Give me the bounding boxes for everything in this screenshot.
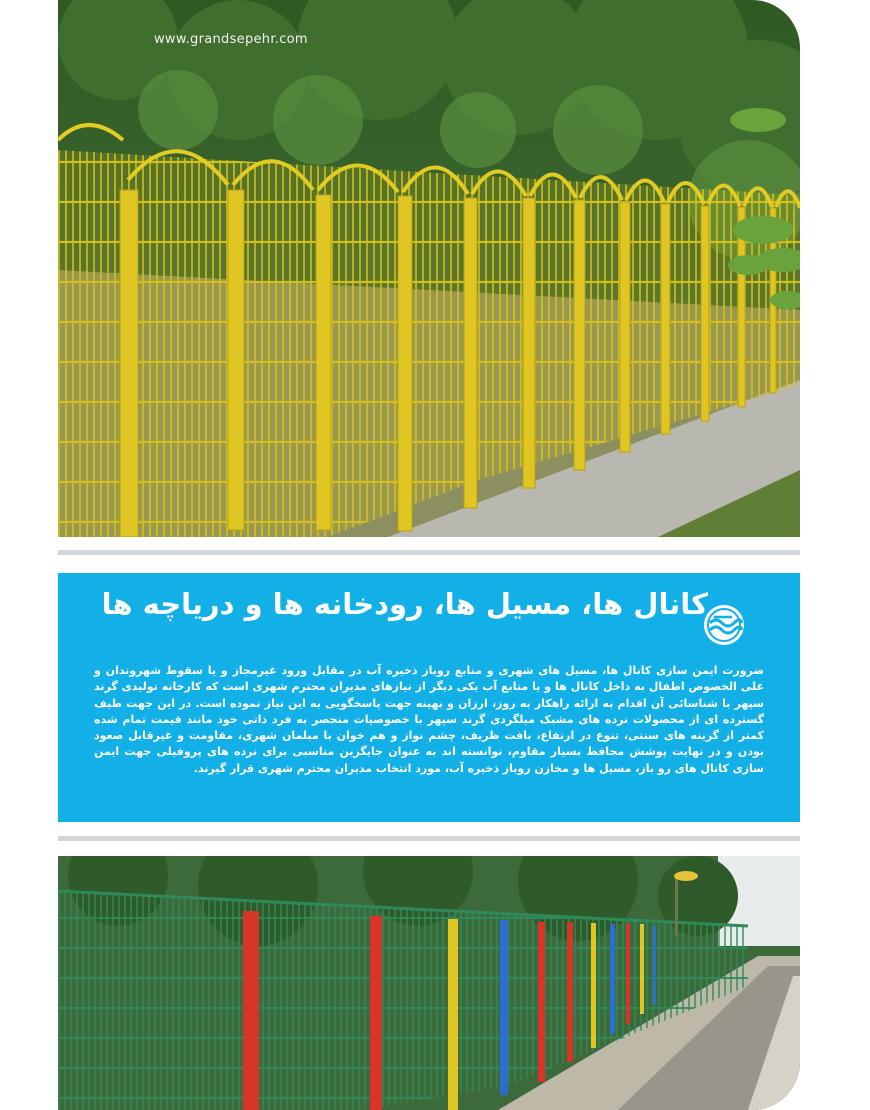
divider-bottom [58,836,800,841]
info-banner [58,573,800,822]
divider-top [58,550,800,555]
section-body: ضرورت ایمن سازی کانال ها، مسیل های شهری و منابع روباز ذخیره آب در مقابل ورود غیرمجاز و یا سقوط شهروندان و علی الخصوص اطفال به داخل کانال ها و یا منابع آب یکی دیگر از نیازهای مدیران محترم شهری است که کارخانه تولیدی گرند سپهر با شناسائی آن اقدام به ارائه راهکار به روز، ارزان و بهینه جهت پاسخگویی به این نیاز نموده است. در این جهت طیف گسترده ای از محصولات نرده های مشبک میلگردی گرند سپهر با خصوصیات منحصر به فرد ذاتی خود مانند قیمت تمام شده کمتر از گزینه های سنتی، تنوع در ارتفاع، بافت ظریف، چشم نواز و هم خوان با مبلمان شهری، مقاومت و غیرقابل صعود بودن و در نهایت پوشش محافظ بسیار مقاوم، توانسته اند به عنوان جایگزین مناسبی برای نرده های پروفیلی جهت ایمن سازی کانال های رو باز، مسیل ها و مخازن روباز ذخیره آب، مورد انتخاب مدیران محترم شهری قرار گیرند. [94,664,764,775]
yellow-fence-photo [58,0,800,537]
website-url: www.grandsepehr.com [154,32,308,47]
channel-fence-photo [58,856,800,1110]
section-title: کانال ها، مسیل ها، رودخانه ها و دریاچه ها [101,587,708,621]
water-channel-icon [702,603,746,647]
